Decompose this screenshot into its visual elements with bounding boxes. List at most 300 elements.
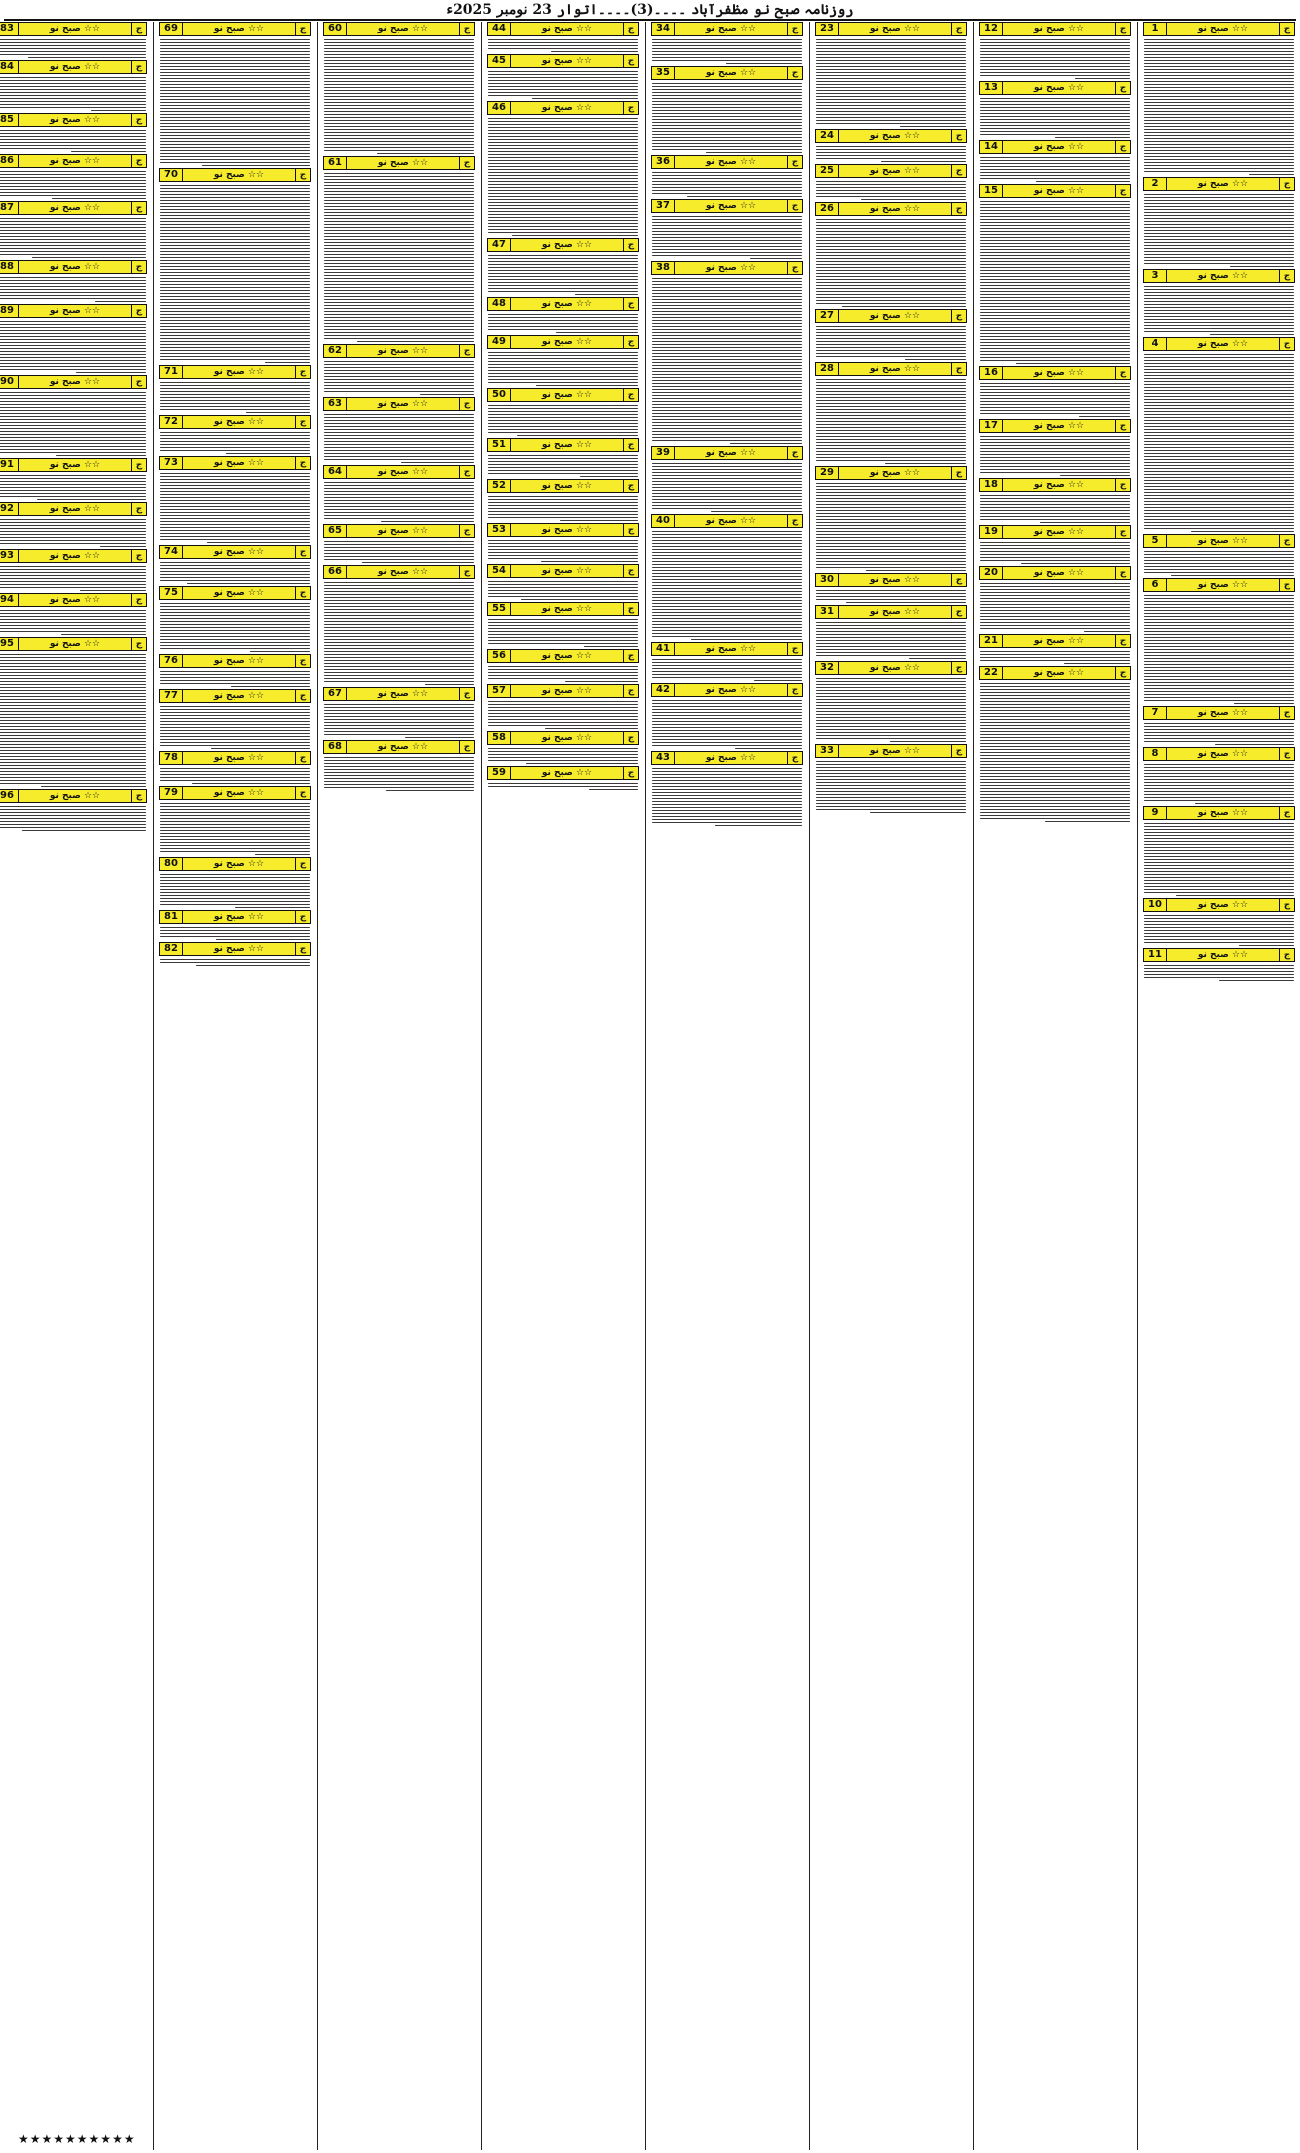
classified-item	[1143, 706, 1295, 745]
text-line	[324, 615, 474, 617]
text-line	[324, 254, 474, 256]
text-line	[324, 236, 474, 238]
text-line	[980, 628, 1130, 630]
text-line	[488, 196, 638, 198]
text-line	[0, 77, 146, 79]
text-line	[488, 77, 638, 79]
newspaper-name-banner: صبح نو ☆☆	[49, 24, 101, 34]
text-line	[1016, 363, 1130, 365]
text-line	[980, 216, 1130, 218]
text-line	[0, 815, 146, 817]
text-line	[160, 503, 310, 505]
item-body-text	[487, 252, 639, 295]
text-line	[324, 639, 474, 641]
text-line	[1144, 468, 1294, 470]
text-line	[816, 329, 966, 331]
text-line	[488, 590, 638, 592]
text-line	[1144, 221, 1294, 223]
text-line	[1144, 700, 1294, 702]
text-line	[980, 231, 1130, 233]
text-line	[980, 107, 1130, 109]
text-line	[0, 777, 146, 779]
text-line	[652, 359, 802, 361]
text-line	[160, 677, 310, 679]
item-body-text	[159, 182, 311, 363]
item-body-text	[0, 36, 147, 58]
text-line	[324, 272, 474, 274]
text-line	[1144, 933, 1294, 935]
item-header-banner	[0, 502, 147, 516]
text-line	[1144, 168, 1294, 170]
text-line	[0, 139, 146, 141]
text-line	[652, 404, 802, 406]
text-line	[980, 803, 1130, 805]
text-line	[324, 636, 474, 638]
text-line	[160, 359, 310, 361]
text-line	[324, 338, 474, 340]
text-line	[580, 476, 639, 478]
text-line	[652, 724, 802, 726]
classified-item	[487, 335, 639, 386]
text-line	[652, 54, 802, 56]
classified-item	[815, 164, 967, 200]
text-line	[41, 786, 146, 788]
text-line	[980, 330, 1130, 332]
text-line	[160, 533, 310, 535]
text-line	[488, 517, 638, 519]
text-line	[0, 245, 146, 247]
item-body-text	[487, 311, 639, 333]
text-line	[160, 476, 310, 478]
text-line	[816, 711, 966, 713]
text-line	[980, 66, 1130, 68]
item-number: 66	[324, 566, 347, 578]
item-body-text	[651, 697, 803, 749]
text-line	[980, 134, 1130, 136]
item-number: 85	[0, 114, 19, 126]
text-line	[0, 729, 146, 731]
text-line	[160, 150, 310, 152]
text-line	[488, 39, 638, 41]
item-number: 69	[160, 23, 183, 35]
text-line	[0, 619, 146, 621]
text-line	[488, 361, 638, 363]
text-line	[652, 804, 802, 806]
classified-item	[0, 113, 147, 152]
classified-item	[487, 766, 639, 790]
text-line	[0, 354, 146, 356]
text-line	[652, 576, 802, 578]
text-line	[816, 400, 966, 402]
text-line	[0, 584, 146, 586]
classified-item	[323, 22, 475, 154]
text-line	[488, 166, 638, 168]
newspaper-logo-icon: ج	[459, 741, 474, 753]
text-line	[1064, 663, 1130, 665]
item-body-text	[1143, 761, 1295, 804]
text-line	[816, 693, 966, 695]
text-line	[488, 74, 638, 76]
newspaper-logo-icon: ج	[295, 690, 310, 702]
text-line	[980, 261, 1130, 263]
text-line	[980, 545, 1130, 547]
text-line	[0, 230, 146, 232]
text-line	[324, 775, 474, 777]
newspaper-name-banner: صبح نو ☆☆	[377, 742, 429, 752]
text-line	[324, 361, 474, 363]
text-line	[324, 242, 474, 244]
text-line	[488, 637, 638, 639]
text-line	[1144, 313, 1294, 315]
text-line	[324, 120, 474, 122]
text-line	[0, 575, 146, 577]
item-body-text	[1143, 191, 1295, 267]
item-header-banner	[1143, 337, 1295, 351]
text-line	[1144, 697, 1294, 699]
newspaper-name-banner: صبح نو ☆☆	[1033, 480, 1085, 490]
newspaper-logo-icon: ج	[1279, 270, 1294, 282]
text-line	[488, 619, 638, 621]
text-line	[160, 962, 310, 964]
text-line	[0, 248, 146, 250]
text-line	[652, 567, 802, 569]
text-line	[980, 622, 1130, 624]
text-line	[652, 134, 802, 136]
text-line	[0, 280, 146, 282]
item-body-text	[1143, 820, 1295, 896]
text-line	[160, 488, 310, 490]
text-line	[980, 282, 1130, 284]
newspaper-name-banner: صبح نو ☆☆	[705, 753, 757, 763]
text-line	[652, 143, 802, 145]
newspaper-logo-icon: ج	[131, 376, 146, 388]
text-line	[1144, 384, 1294, 386]
newspaper-name-banner: صبح نو ☆☆	[213, 753, 265, 763]
newspaper-logo-icon: ج	[295, 943, 310, 955]
text-line	[980, 761, 1130, 763]
text-line	[980, 39, 1130, 41]
text-line	[1144, 138, 1294, 140]
newspaper-logo-icon: ج	[131, 594, 146, 606]
text-line	[816, 516, 966, 518]
text-line	[61, 634, 147, 636]
item-header-banner	[0, 22, 147, 36]
text-line	[980, 201, 1130, 203]
newspaper-logo-icon: ج	[951, 606, 966, 618]
item-body-text	[815, 178, 967, 200]
text-line	[160, 350, 310, 352]
text-line	[160, 329, 310, 331]
text-line	[381, 521, 474, 523]
text-line	[652, 320, 802, 322]
newspaper-logo-icon: ج	[131, 23, 146, 35]
text-line	[160, 272, 310, 274]
text-line	[652, 742, 802, 744]
text-line	[324, 260, 474, 262]
text-line	[1144, 72, 1294, 74]
text-line	[652, 140, 802, 142]
newspaper-name-banner: صبح نو ☆☆	[213, 547, 265, 557]
text-line	[980, 651, 1130, 653]
text-line	[1144, 423, 1294, 425]
text-line	[652, 481, 802, 483]
text-line	[1144, 554, 1294, 556]
text-line	[1144, 206, 1294, 208]
text-line	[980, 169, 1130, 171]
item-number: 95	[0, 638, 19, 650]
classified-item	[0, 502, 147, 547]
text-line	[488, 596, 638, 598]
text-line	[816, 501, 966, 503]
text-line	[652, 341, 802, 343]
text-line	[652, 51, 802, 53]
text-line	[1144, 369, 1294, 371]
text-line	[652, 636, 802, 638]
text-line	[816, 507, 966, 509]
text-line	[816, 379, 966, 381]
text-line	[324, 81, 474, 83]
text-line	[652, 671, 802, 673]
text-line	[652, 630, 802, 632]
text-line	[816, 723, 966, 725]
text-line	[560, 520, 638, 522]
text-line	[0, 669, 146, 671]
classified-item	[487, 101, 639, 236]
text-line	[816, 60, 966, 62]
text-line	[265, 362, 310, 364]
text-line	[652, 287, 802, 289]
classified-item	[487, 388, 639, 436]
text-line	[324, 675, 474, 677]
text-line	[1144, 289, 1294, 291]
text-line	[1144, 856, 1294, 858]
text-line	[0, 481, 146, 483]
text-line	[324, 681, 474, 683]
text-line	[324, 544, 474, 546]
text-line	[324, 588, 474, 590]
column-separator	[809, 22, 810, 2150]
text-line	[1144, 316, 1294, 318]
text-line	[1144, 880, 1294, 882]
item-header-banner	[159, 942, 311, 956]
text-line	[488, 136, 638, 138]
text-line	[488, 270, 638, 272]
item-header-banner	[1143, 578, 1295, 592]
item-body-text	[323, 579, 475, 685]
text-line	[1144, 66, 1294, 68]
item-header-banner	[159, 586, 311, 600]
text-line	[160, 718, 310, 720]
item-body-text	[0, 563, 147, 591]
text-line	[71, 151, 146, 153]
text-line	[980, 392, 1130, 394]
text-line	[980, 339, 1130, 341]
text-line	[324, 603, 474, 605]
text-line	[160, 153, 310, 155]
text-line	[160, 500, 310, 502]
text-line	[1144, 847, 1294, 849]
item-number: 60	[324, 23, 347, 35]
text-line	[160, 290, 310, 292]
classified-item	[979, 666, 1131, 822]
text-line	[1144, 859, 1294, 861]
newspaper-logo-icon: ج	[1115, 526, 1130, 538]
text-line	[816, 483, 966, 485]
newspaper-logo-icon: ج	[1279, 23, 1294, 35]
newspaper-logo-icon: ج	[459, 466, 474, 478]
classified-item	[0, 22, 147, 58]
text-line	[652, 374, 802, 376]
text-line	[816, 146, 966, 148]
text-line	[652, 493, 802, 495]
text-line	[1144, 45, 1294, 47]
text-line	[160, 135, 310, 137]
text-line	[980, 306, 1130, 308]
newspaper-logo-icon: ج	[459, 525, 474, 537]
text-line	[980, 764, 1130, 766]
text-line	[652, 98, 802, 100]
text-line	[0, 493, 146, 495]
text-line	[76, 372, 147, 374]
text-line	[816, 622, 966, 624]
text-line	[488, 154, 638, 156]
text-line	[652, 727, 802, 729]
text-line	[816, 498, 966, 500]
text-line	[816, 117, 966, 119]
item-header-banner	[979, 478, 1131, 492]
item-number: 29	[816, 467, 839, 479]
text-line	[160, 874, 310, 876]
item-body-text	[487, 663, 639, 682]
newspaper-name-banner: صبح نو ☆☆	[705, 685, 757, 695]
item-header-banner	[0, 304, 147, 318]
text-line	[0, 425, 146, 427]
text-line	[160, 278, 310, 280]
text-line	[652, 356, 802, 358]
text-line	[488, 405, 638, 407]
text-line	[160, 539, 310, 541]
text-line	[324, 63, 474, 65]
newspaper-name-banner: صبح نو ☆☆	[869, 607, 921, 617]
text-line	[160, 269, 310, 271]
item-number: 45	[488, 55, 511, 67]
text-line	[980, 812, 1130, 814]
text-line	[980, 300, 1130, 302]
item-body-text	[0, 318, 147, 373]
newspaper-logo-icon: ج	[787, 262, 802, 274]
text-line	[816, 190, 966, 192]
text-line	[652, 225, 802, 227]
text-line	[0, 578, 146, 580]
text-line	[584, 646, 638, 648]
text-line	[652, 606, 802, 608]
text-line	[652, 350, 802, 352]
text-line	[0, 351, 146, 353]
text-line	[231, 686, 311, 688]
text-line	[226, 453, 310, 455]
text-line	[160, 188, 310, 190]
item-header-banner	[815, 605, 967, 619]
text-line	[324, 716, 474, 718]
text-line	[324, 447, 474, 449]
text-line	[816, 537, 966, 539]
text-line	[160, 120, 310, 122]
text-line	[1144, 924, 1294, 926]
text-line	[816, 149, 966, 151]
newspaper-logo-icon: ج	[1115, 185, 1130, 197]
text-line	[0, 416, 146, 418]
text-line	[1144, 971, 1294, 973]
text-line	[652, 715, 802, 717]
text-line	[1144, 726, 1294, 728]
newspaper-logo-icon: ج	[623, 524, 638, 536]
item-body-text	[159, 871, 311, 908]
text-line	[488, 429, 638, 431]
text-line	[488, 783, 638, 785]
text-line	[1144, 447, 1294, 449]
text-line	[980, 583, 1130, 585]
text-line	[56, 455, 146, 457]
text-line	[488, 355, 638, 357]
text-line	[324, 734, 474, 736]
text-line	[324, 57, 474, 59]
text-line	[0, 39, 146, 41]
text-line	[816, 486, 966, 488]
text-line	[0, 714, 146, 716]
text-line	[160, 768, 310, 770]
text-line	[0, 675, 146, 677]
text-line	[324, 766, 474, 768]
text-line	[0, 525, 146, 527]
text-line	[324, 591, 474, 593]
text-line	[1144, 200, 1294, 202]
text-line	[652, 329, 802, 331]
text-line	[652, 172, 802, 174]
text-line	[324, 335, 474, 337]
text-line	[980, 439, 1130, 441]
text-line	[652, 816, 802, 818]
text-line	[1144, 977, 1294, 979]
item-body-text	[159, 559, 311, 584]
text-line	[324, 314, 474, 316]
newspaper-logo-icon: ج	[951, 310, 966, 322]
classified-item	[159, 168, 311, 363]
newspaper-name-banner: صبح نو ☆☆	[869, 468, 921, 478]
text-line	[980, 504, 1130, 506]
text-line	[980, 436, 1130, 438]
text-line	[980, 686, 1130, 688]
text-line	[652, 380, 802, 382]
newspaper-name-banner: صبح نو ☆☆	[1197, 179, 1249, 189]
text-line	[0, 806, 146, 808]
text-line	[652, 700, 802, 702]
text-line	[980, 716, 1130, 718]
text-line	[488, 130, 638, 132]
text-line	[160, 877, 310, 879]
item-header-banner	[651, 683, 803, 697]
text-line	[324, 299, 474, 301]
text-line	[816, 433, 966, 435]
text-line	[488, 326, 638, 328]
text-line	[652, 627, 802, 629]
text-line	[846, 602, 966, 604]
text-line	[1144, 93, 1294, 95]
item-body-text	[651, 460, 803, 512]
text-line	[324, 547, 474, 549]
text-line	[488, 704, 638, 706]
newspaper-name-banner: صبح نو ☆☆	[377, 346, 429, 356]
newspaper-logo-icon: ج	[1279, 899, 1294, 911]
